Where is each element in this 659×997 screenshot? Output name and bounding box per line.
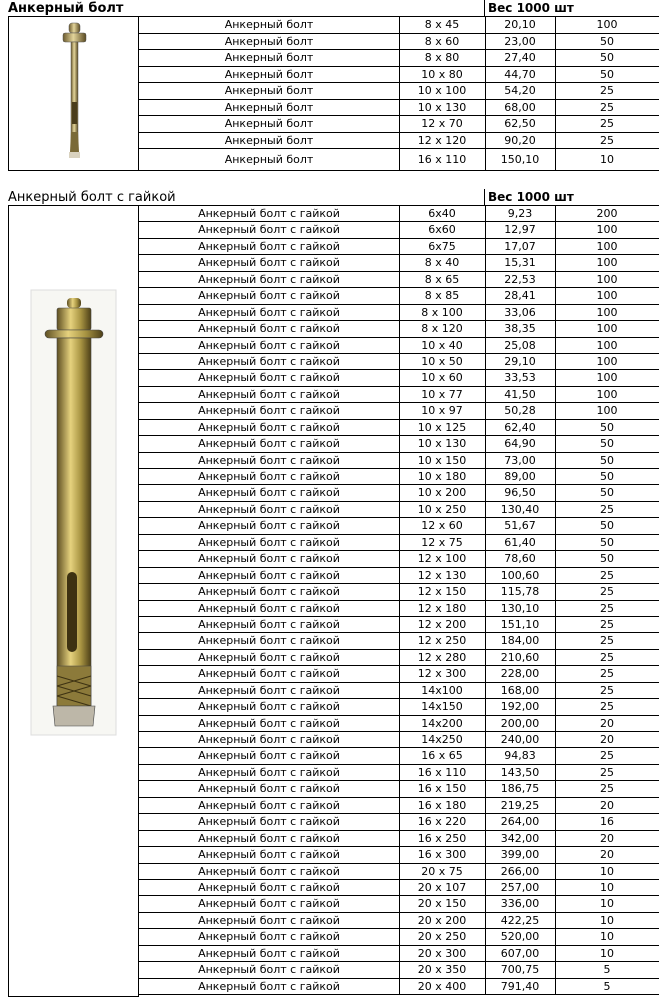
weight-cell: 50,28 <box>485 403 556 418</box>
product-name-cell: Анкерный болт с гайкой <box>139 798 400 813</box>
quantity-cell: 10 <box>555 864 659 879</box>
weight-cell: 90,20 <box>485 133 556 149</box>
product-name-cell: Анкерный болт с гайкой <box>139 716 400 731</box>
size-cell: 8 x 100 <box>399 305 486 320</box>
size-cell: 12 x 180 <box>399 601 486 616</box>
table-row <box>139 305 659 321</box>
quantity-cell: 10 <box>555 929 659 944</box>
product-name-cell: Анкерный болт с гайкой <box>139 485 400 500</box>
table-row <box>139 601 659 617</box>
table-row <box>139 206 659 222</box>
table-row <box>139 962 659 978</box>
quantity-cell: 100 <box>555 17 659 33</box>
section-title: Анкерный болт с гайкой <box>8 190 176 205</box>
table-row <box>139 288 659 304</box>
product-name-cell: Анкерный болт с гайкой <box>139 518 400 533</box>
table-row <box>139 272 659 288</box>
quantity-cell: 25 <box>555 116 659 132</box>
weight-cell: 342,00 <box>485 831 556 846</box>
size-cell: 10 x 40 <box>399 338 486 353</box>
quantity-cell: 50 <box>555 453 659 468</box>
size-cell: 12 x 280 <box>399 650 486 665</box>
quantity-cell: 10 <box>555 913 659 928</box>
table-row <box>139 568 659 584</box>
quantity-cell: 20 <box>555 732 659 747</box>
quantity-cell: 5 <box>555 979 659 994</box>
size-cell: 12 x 120 <box>399 133 486 149</box>
product-name-cell: Анкерный болт с гайкой <box>139 584 400 599</box>
quantity-cell: 20 <box>555 847 659 862</box>
product-name-cell: Анкерный болт с гайкой <box>139 814 400 829</box>
size-cell: 10 x 180 <box>399 469 486 484</box>
table-row <box>139 370 659 386</box>
quantity-cell: 100 <box>555 387 659 402</box>
quantity-cell: 25 <box>555 765 659 780</box>
table-row <box>139 929 659 945</box>
quantity-cell: 20 <box>555 798 659 813</box>
size-cell: 16 x 110 <box>399 149 486 170</box>
table-row <box>139 83 659 100</box>
table-row <box>139 518 659 534</box>
section-header <box>8 189 659 207</box>
quantity-cell: 25 <box>555 650 659 665</box>
table-row <box>139 798 659 814</box>
quantity-cell: 16 <box>555 814 659 829</box>
product-name-cell: Анкерный болт с гайкой <box>139 699 400 714</box>
quantity-cell: 50 <box>555 469 659 484</box>
weight-cell: 89,00 <box>485 469 556 484</box>
quantity-cell: 50 <box>555 518 659 533</box>
size-cell: 20 x 150 <box>399 896 486 911</box>
weight-cell: 33,06 <box>485 305 556 320</box>
size-cell: 6x75 <box>399 239 486 254</box>
anchor-bolt-image <box>9 17 138 169</box>
table-row <box>139 17 659 34</box>
product-name-cell: Анкерный болт с гайкой <box>139 272 400 287</box>
product-name-cell: Анкерный болт с гайкой <box>139 913 400 928</box>
size-cell: 10 x 200 <box>399 485 486 500</box>
size-cell: 12 x 75 <box>399 535 486 550</box>
size-cell: 20 x 350 <box>399 962 486 977</box>
product-name-cell: Анкерный болт с гайкой <box>139 354 400 369</box>
size-cell: 6x60 <box>399 222 486 237</box>
table-row <box>139 633 659 649</box>
product-name-cell: Анкерный болт с гайкой <box>139 979 400 994</box>
product-name-cell: Анкерный болт с гайкой <box>139 633 400 648</box>
quantity-cell: 20 <box>555 831 659 846</box>
weight-cell: 12,97 <box>485 222 556 237</box>
table-row <box>139 781 659 797</box>
size-cell: 16 x 150 <box>399 781 486 796</box>
table-row <box>139 617 659 633</box>
anchor-bolt-section <box>8 0 659 171</box>
weight-cell: 257,00 <box>485 880 556 895</box>
section-header <box>8 0 659 18</box>
size-cell: 12 x 100 <box>399 551 486 566</box>
weight-cell: 9,23 <box>485 206 556 221</box>
table-row <box>139 896 659 912</box>
product-name-cell: Анкерный болт с гайкой <box>139 732 400 747</box>
table-row <box>139 831 659 847</box>
weight-cell: 168,00 <box>485 683 556 698</box>
product-name-cell: Анкерный болт <box>139 133 400 149</box>
quantity-cell: 50 <box>555 535 659 550</box>
quantity-cell: 25 <box>555 584 659 599</box>
weight-cell: 240,00 <box>485 732 556 747</box>
weight-cell: 44,70 <box>485 67 556 83</box>
product-name-cell: Анкерный болт с гайкой <box>139 436 400 451</box>
product-name-cell: Анкерный болт с гайкой <box>139 206 400 221</box>
size-cell: 20 x 300 <box>399 946 486 961</box>
size-cell: 14x200 <box>399 716 486 731</box>
size-cell: 8 x 65 <box>399 272 486 287</box>
weight-cell: 64,90 <box>485 436 556 451</box>
table-row <box>139 116 659 133</box>
weight-cell: 264,00 <box>485 814 556 829</box>
quantity-cell: 25 <box>555 568 659 583</box>
product-name-cell: Анкерный болт с гайкой <box>139 650 400 665</box>
product-name-cell: Анкерный болт с гайкой <box>139 321 400 336</box>
weight-cell: 130,40 <box>485 502 556 517</box>
product-name-cell: Анкерный болт с гайкой <box>139 946 400 961</box>
product-name-cell: Анкерный болт с гайкой <box>139 420 400 435</box>
quantity-cell: 50 <box>555 67 659 83</box>
product-image-cell <box>8 206 139 997</box>
product-name-cell: Анкерный болт с гайкой <box>139 338 400 353</box>
product-name-cell: Анкерный болт с гайкой <box>139 683 400 698</box>
quantity-cell: 100 <box>555 321 659 336</box>
table-row <box>139 67 659 84</box>
quantity-cell: 100 <box>555 272 659 287</box>
product-name-cell: Анкерный болт с гайкой <box>139 535 400 550</box>
product-name-cell: Анкерный болт с гайкой <box>139 880 400 895</box>
quantity-cell: 50 <box>555 436 659 451</box>
table-row <box>139 34 659 51</box>
table-row <box>139 666 659 682</box>
quantity-cell: 100 <box>555 338 659 353</box>
quantity-cell: 50 <box>555 34 659 50</box>
anchor-bolt-with-nut-image <box>9 206 138 995</box>
size-cell: 12 x 250 <box>399 633 486 648</box>
weight-cell: 15,31 <box>485 255 556 270</box>
size-cell: 16 x 110 <box>399 765 486 780</box>
product-name-cell: Анкерный болт с гайкой <box>139 255 400 270</box>
quantity-cell: 10 <box>555 149 659 170</box>
weight-cell: 422,25 <box>485 913 556 928</box>
table-row <box>139 436 659 452</box>
table-row <box>139 420 659 436</box>
quantity-cell: 10 <box>555 946 659 961</box>
product-name-cell: Анкерный болт с гайкой <box>139 601 400 616</box>
quantity-cell: 25 <box>555 100 659 116</box>
table-row <box>139 403 659 419</box>
table-row <box>139 453 659 469</box>
table-row <box>139 650 659 666</box>
product-name-cell: Анкерный болт с гайкой <box>139 370 400 385</box>
size-cell: 10 x 100 <box>399 83 486 99</box>
product-name-cell: Анкерный болт с гайкой <box>139 781 400 796</box>
weight-cell: 68,00 <box>485 100 556 116</box>
product-name-cell: Анкерный болт с гайкой <box>139 222 400 237</box>
quantity-cell: 25 <box>555 601 659 616</box>
weight-cell: 100,60 <box>485 568 556 583</box>
size-cell: 8 x 85 <box>399 288 486 303</box>
product-name-cell: Анкерный болт с гайкой <box>139 847 400 862</box>
quantity-cell: 100 <box>555 239 659 254</box>
size-cell: 10 x 50 <box>399 354 486 369</box>
weight-cell: 29,10 <box>485 354 556 369</box>
table-row <box>139 255 659 271</box>
size-cell: 20 x 400 <box>399 979 486 994</box>
product-name-cell: Анкерный болт с гайкой <box>139 502 400 517</box>
weight-cell: 192,00 <box>485 699 556 714</box>
size-cell: 20 x 75 <box>399 864 486 879</box>
size-cell: 10 x 250 <box>399 502 486 517</box>
product-name-cell: Анкерный болт с гайкой <box>139 748 400 763</box>
quantity-cell: 10 <box>555 896 659 911</box>
size-cell: 14x150 <box>399 699 486 714</box>
weight-cell: 38,35 <box>485 321 556 336</box>
weight-cell: 22,53 <box>485 272 556 287</box>
table-row <box>139 321 659 337</box>
weight-cell: 336,00 <box>485 896 556 911</box>
product-name-cell: Анкерный болт <box>139 149 400 170</box>
weight-cell: 54,20 <box>485 83 556 99</box>
size-cell: 10 x 80 <box>399 67 486 83</box>
product-name-cell: Анкерный болт <box>139 83 400 99</box>
size-cell: 8 x 80 <box>399 50 486 66</box>
size-cell: 20 x 107 <box>399 880 486 895</box>
weight-cell: 33,53 <box>485 370 556 385</box>
size-cell: 10 x 97 <box>399 403 486 418</box>
quantity-cell: 50 <box>555 420 659 435</box>
weight-cell: 184,00 <box>485 633 556 648</box>
weight-cell: 520,00 <box>485 929 556 944</box>
size-cell: 14x100 <box>399 683 486 698</box>
quantity-cell: 50 <box>555 50 659 66</box>
size-cell: 16 x 300 <box>399 847 486 862</box>
product-name-cell: Анкерный болт с гайкой <box>139 453 400 468</box>
weight-cell: 62,50 <box>485 116 556 132</box>
product-name-cell: Анкерный болт <box>139 17 400 33</box>
table-row <box>139 716 659 732</box>
table-row <box>139 133 659 150</box>
size-cell: 10 x 60 <box>399 370 486 385</box>
product-image-cell <box>8 17 139 171</box>
table-row <box>139 149 659 171</box>
weight-cell: 150,10 <box>485 149 556 170</box>
section-title: Анкерный болт <box>8 1 124 16</box>
weight-column-header: Вес 1000 шт <box>484 0 659 16</box>
size-cell: 8 x 40 <box>399 255 486 270</box>
product-name-cell: Анкерный болт с гайкой <box>139 387 400 402</box>
weight-cell: 41,50 <box>485 387 556 402</box>
weight-cell: 700,75 <box>485 962 556 977</box>
size-cell: 12 x 150 <box>399 584 486 599</box>
weight-cell: 266,00 <box>485 864 556 879</box>
table-row <box>139 880 659 896</box>
table-row <box>139 502 659 518</box>
weight-cell: 96,50 <box>485 485 556 500</box>
size-cell: 20 x 200 <box>399 913 486 928</box>
weight-cell: 186,75 <box>485 781 556 796</box>
quantity-cell: 100 <box>555 255 659 270</box>
weight-cell: 791,40 <box>485 979 556 994</box>
table-row <box>139 222 659 238</box>
weight-cell: 61,40 <box>485 535 556 550</box>
product-name-cell: Анкерный болт <box>139 34 400 50</box>
quantity-cell: 25 <box>555 683 659 698</box>
size-cell: 8 x 45 <box>399 17 486 33</box>
product-name-cell: Анкерный болт с гайкой <box>139 896 400 911</box>
table-row <box>139 864 659 880</box>
product-name-cell: Анкерный болт <box>139 50 400 66</box>
quantity-cell: 25 <box>555 666 659 681</box>
quantity-cell: 25 <box>555 502 659 517</box>
table-row <box>139 814 659 830</box>
weight-cell: 228,00 <box>485 666 556 681</box>
quantity-cell: 100 <box>555 288 659 303</box>
quantity-cell: 50 <box>555 551 659 566</box>
quantity-cell: 200 <box>555 206 659 221</box>
weight-cell: 399,00 <box>485 847 556 862</box>
table-row <box>139 535 659 551</box>
product-name-cell: Анкерный болт с гайкой <box>139 403 400 418</box>
weight-cell: 78,60 <box>485 551 556 566</box>
table-row <box>139 683 659 699</box>
weight-cell: 151,10 <box>485 617 556 632</box>
table-row <box>139 50 659 67</box>
table-row <box>139 732 659 748</box>
quantity-cell: 25 <box>555 699 659 714</box>
product-name-cell: Анкерный болт с гайкой <box>139 469 400 484</box>
quantity-cell: 5 <box>555 962 659 977</box>
table-row <box>139 946 659 962</box>
size-cell: 8 x 60 <box>399 34 486 50</box>
quantity-cell: 100 <box>555 403 659 418</box>
weight-cell: 607,00 <box>485 946 556 961</box>
weight-cell: 27,40 <box>485 50 556 66</box>
table-row <box>139 469 659 485</box>
quantity-cell: 25 <box>555 781 659 796</box>
product-name-cell: Анкерный болт с гайкой <box>139 864 400 879</box>
quantity-cell: 100 <box>555 305 659 320</box>
table-row <box>139 847 659 863</box>
size-cell: 6x40 <box>399 206 486 221</box>
table-row <box>139 485 659 501</box>
weight-cell: 200,00 <box>485 716 556 731</box>
product-name-cell: Анкерный болт с гайкой <box>139 551 400 566</box>
quantity-cell: 25 <box>555 133 659 149</box>
table-row <box>139 551 659 567</box>
product-name-cell: Анкерный болт <box>139 100 400 116</box>
quantity-cell: 10 <box>555 880 659 895</box>
table-row <box>139 699 659 715</box>
anchor-bolt-with-nut-section <box>8 189 659 997</box>
product-name-cell: Анкерный болт с гайкой <box>139 305 400 320</box>
table-row <box>139 979 659 995</box>
table-row <box>139 354 659 370</box>
size-cell: 16 x 220 <box>399 814 486 829</box>
quantity-cell: 100 <box>555 370 659 385</box>
weight-cell: 62,40 <box>485 420 556 435</box>
size-cell: 16 x 65 <box>399 748 486 763</box>
table-row <box>139 765 659 781</box>
weight-column-header: Вес 1000 шт <box>484 189 659 205</box>
table-row <box>139 239 659 255</box>
weight-cell: 219,25 <box>485 798 556 813</box>
size-cell: 14x250 <box>399 732 486 747</box>
weight-cell: 20,10 <box>485 17 556 33</box>
size-cell: 12 x 130 <box>399 568 486 583</box>
size-cell: 12 x 300 <box>399 666 486 681</box>
size-cell: 8 x 120 <box>399 321 486 336</box>
size-cell: 10 x 130 <box>399 100 486 116</box>
weight-cell: 143,50 <box>485 765 556 780</box>
product-name-cell: Анкерный болт с гайкой <box>139 568 400 583</box>
product-name-cell: Анкерный болт с гайкой <box>139 288 400 303</box>
size-cell: 12 x 60 <box>399 518 486 533</box>
weight-cell: 51,67 <box>485 518 556 533</box>
quantity-cell: 25 <box>555 633 659 648</box>
quantity-cell: 100 <box>555 222 659 237</box>
table-row <box>139 387 659 403</box>
product-name-cell: Анкерный болт с гайкой <box>139 617 400 632</box>
product-name-cell: Анкерный болт с гайкой <box>139 929 400 944</box>
product-name-cell: Анкерный болт с гайкой <box>139 831 400 846</box>
size-cell: 10 x 130 <box>399 436 486 451</box>
quantity-cell: 25 <box>555 617 659 632</box>
weight-cell: 210,60 <box>485 650 556 665</box>
size-cell: 10 x 150 <box>399 453 486 468</box>
product-name-cell: Анкерный болт с гайкой <box>139 765 400 780</box>
product-name-cell: Анкерный болт с гайкой <box>139 666 400 681</box>
table-row <box>139 584 659 600</box>
weight-cell: 17,07 <box>485 239 556 254</box>
weight-cell: 130,10 <box>485 601 556 616</box>
size-cell: 10 x 125 <box>399 420 486 435</box>
product-name-cell: Анкерный болт <box>139 67 400 83</box>
product-name-cell: Анкерный болт с гайкой <box>139 239 400 254</box>
size-cell: 12 x 200 <box>399 617 486 632</box>
product-name-cell: Анкерный болт с гайкой <box>139 962 400 977</box>
quantity-cell: 25 <box>555 83 659 99</box>
weight-cell: 25,08 <box>485 338 556 353</box>
weight-cell: 94,83 <box>485 748 556 763</box>
size-cell: 16 x 180 <box>399 798 486 813</box>
table-row <box>139 748 659 764</box>
quantity-cell: 25 <box>555 748 659 763</box>
quantity-cell: 20 <box>555 716 659 731</box>
product-name-cell: Анкерный болт <box>139 116 400 132</box>
quantity-cell: 100 <box>555 354 659 369</box>
size-cell: 20 x 250 <box>399 929 486 944</box>
quantity-cell: 50 <box>555 485 659 500</box>
weight-cell: 28,41 <box>485 288 556 303</box>
table-row <box>139 338 659 354</box>
table-row <box>139 100 659 117</box>
weight-cell: 23,00 <box>485 34 556 50</box>
weight-cell: 115,78 <box>485 584 556 599</box>
size-cell: 16 x 250 <box>399 831 486 846</box>
size-cell: 10 x 77 <box>399 387 486 402</box>
table-row <box>139 913 659 929</box>
size-cell: 12 x 70 <box>399 116 486 132</box>
weight-cell: 73,00 <box>485 453 556 468</box>
